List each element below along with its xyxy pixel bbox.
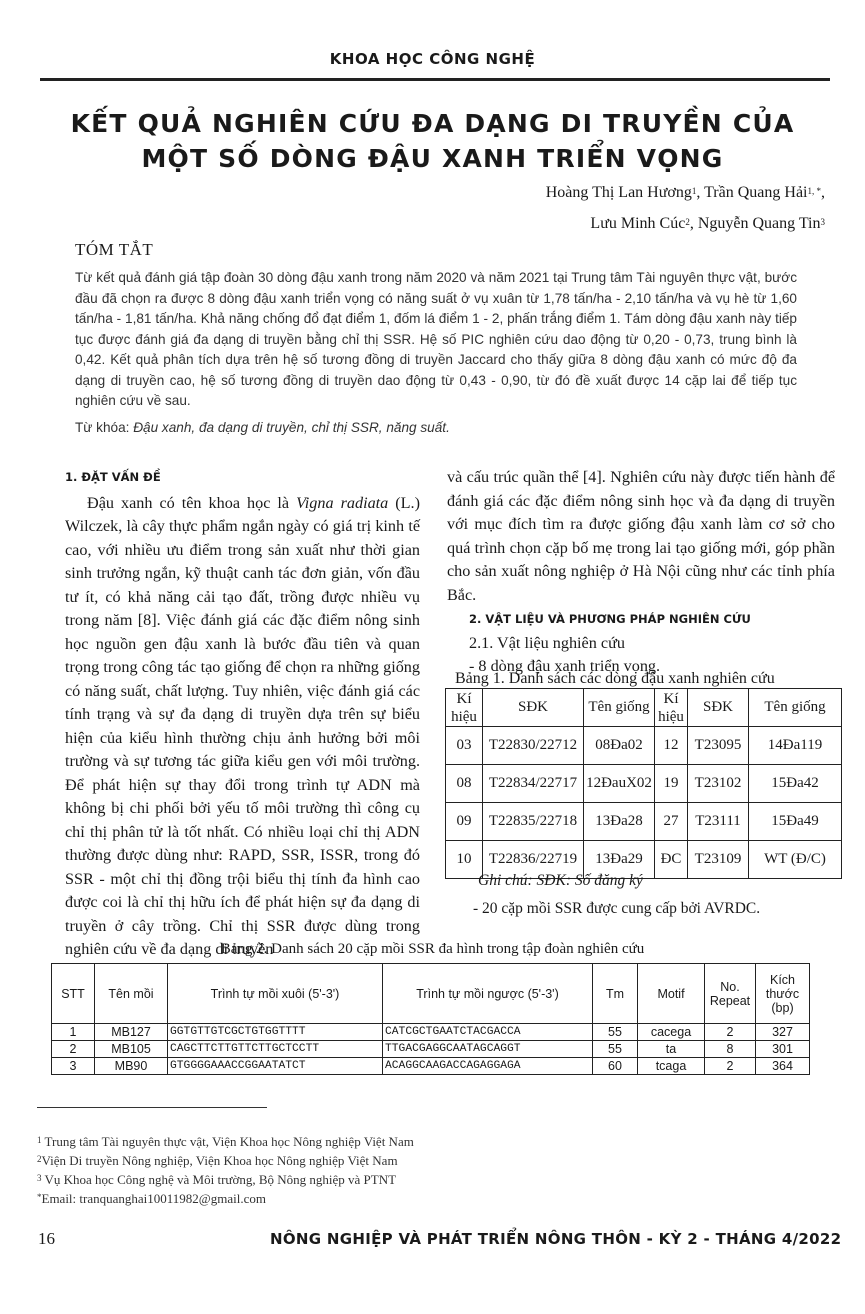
- table2-cell: 1: [52, 1024, 95, 1041]
- table2-cell: 301: [756, 1041, 810, 1058]
- table2-cell: 55: [593, 1024, 638, 1041]
- table1-cell: 08: [446, 765, 483, 803]
- table2: [51, 963, 810, 1075]
- table-row: [52, 1024, 810, 1041]
- table2-header-cell: Trình tự mồi ngược (5'-3'): [383, 964, 593, 1024]
- header-rule: [40, 78, 830, 81]
- table2-cell: 2: [705, 1024, 756, 1041]
- table1-cell: ĐC: [655, 841, 688, 879]
- table2-cell: CATCGCTGAATCTACGACCA: [383, 1024, 593, 1041]
- section1-heading: 1. ĐẶT VẤN ĐỀ: [65, 470, 161, 484]
- table1-cell: 08Đa02: [584, 727, 655, 765]
- section-header: KHOA HỌC CÔNG NGHỆ: [329, 50, 536, 68]
- table1-cell: T23095: [688, 727, 749, 765]
- table-row: [446, 803, 842, 841]
- abstract-heading: TÓM TẮT: [75, 240, 154, 259]
- table1-cell: T22835/22718: [483, 803, 584, 841]
- table1-cell: T23111: [688, 803, 749, 841]
- section1-paragraph-cont: và cấu trúc quần thể [4]. Nghiên cứu này được tiến hành để đánh giá các đặc điểm nông sinh học và đa dạng di truyền với mục đích tìm ra được giống đậu xanh làm cơ sở cho quá trình chọn cặp bố mẹ trong lai tạo giống mới, góp phần cho sản xuất nông nghiệp ở Hà Nội cũng như các tỉnh phía Bắc.: [447, 468, 835, 604]
- table2-caption: Bảng 2. Danh sách 20 cặp mồi SSR đa hình trong tập đoàn nghiên cứu: [220, 941, 645, 957]
- table1-header-cell: Tên giống: [584, 689, 655, 727]
- page-number: 16: [38, 1229, 55, 1248]
- table1-cell: T22834/22717: [483, 765, 584, 803]
- table-row: [52, 1058, 810, 1075]
- table2-cell: 60: [593, 1058, 638, 1075]
- table2-cell: 3: [52, 1058, 95, 1075]
- table2-cell: GTGGGGAAACCGGAATATCT: [168, 1058, 383, 1075]
- left-column: [65, 466, 420, 962]
- table1-header-cell: Kí hiệu: [446, 689, 483, 727]
- table1-cell: 10: [446, 841, 483, 879]
- table2-header-row: [52, 964, 810, 1024]
- table2-header-cell: No. Repeat: [705, 964, 756, 1024]
- table2-header-cell: STT: [52, 964, 95, 1024]
- table1-cell: 27: [655, 803, 688, 841]
- table2-header-cell: Trình tự mồi xuôi (5'-3'): [168, 964, 383, 1024]
- section21-heading: 2.1. Vật liệu nghiên cứu: [469, 633, 625, 652]
- article-title-line2: MỘT SỐ DÒNG ĐẬU XANH TRIỂN VỌNG: [141, 144, 724, 173]
- authors-line2: Lưu Minh Cúc$^2$, Nguyễn Quang Tin$^3$: [590, 215, 825, 232]
- section21-item: - 8 dòng đậu xanh triển vọng.: [469, 657, 661, 675]
- section2-heading: 2. VẬT LIỆU VÀ PHƯƠNG PHÁP NGHIÊN CỨU: [469, 612, 751, 626]
- table1-header-cell: SĐK: [688, 689, 749, 727]
- table2-cell: MB127: [95, 1024, 168, 1041]
- table2-cell: 55: [593, 1041, 638, 1058]
- table1-cell: 12: [655, 727, 688, 765]
- table1-cell: 15Đa49: [749, 803, 842, 841]
- table1: [445, 688, 842, 879]
- table2-cell: 2: [705, 1058, 756, 1075]
- table1-cell: 14Đa119: [749, 727, 842, 765]
- table2-cell: ta: [638, 1041, 705, 1058]
- table2-cell: GGTGTTGTCGCTGTGGTTTT: [168, 1024, 383, 1041]
- table1-cell: T22830/22712: [483, 727, 584, 765]
- footnote-divider: [37, 1107, 267, 1108]
- table1-header-cell: Tên giống: [749, 689, 842, 727]
- table2-cell: tcaga: [638, 1058, 705, 1075]
- footnote: $^1$ Trung tâm Tài nguyên thực vật, Viện Khoa học Nông nghiệp Việt Nam: [37, 1134, 414, 1149]
- table2-cell: 364: [756, 1058, 810, 1075]
- table2-cell: TTGACGAGGCAATAGCAGGT: [383, 1041, 593, 1058]
- table1-cell: 13Đa28: [584, 803, 655, 841]
- authors-line1: Hoàng Thị Lan Hương$^1$, Trần Quang Hải$^{1, *}$,: [545, 184, 825, 201]
- table2-cell: ACAGGCAAGACCAGAGGAGA: [383, 1058, 593, 1075]
- table1-cell: 03: [446, 727, 483, 765]
- table2-cell: 327: [756, 1024, 810, 1041]
- table2-header-cell: Motif: [638, 964, 705, 1024]
- table1-cell: 12ĐauX02: [584, 765, 655, 803]
- table2-cell: 2: [52, 1041, 95, 1058]
- abstract-text: Từ kết quả đánh giá tập đoàn 30 dòng đậu xanh trong năm 2020 và năm 2021 tại Trung tâm Tài nguyên thực vật, bước đầu đã chọn ra được 8 dòng đậu xanh triển vọng có năng suất ở vụ xuân từ 1,78 tấn/ha - 2,10 tấn/ha và vụ hè từ 1,60 tấn/ha - 1,81 tấn/ha. Khả năng chống đổ đạt điểm 1, đốm lá điểm 1 - 2, phấn trắng điểm 1. Tám dòng đậu xanh này tiếp tục được đánh giá đa dạng di truyền bằng chỉ thị SSR. Hệ số PIC nghiên cứu dao động từ 0,20 - 0,73, trung bình là 0,42. Kết quả phân tích dựa trên hệ số tương đồng di truyền Jaccard cho thấy giữa 8 dòng đậu xanh có mức độ đa dạng di truyền cao, hệ số tương đồng di truyền dao động từ 0,43 - 0,90, từ đó đề xuất được 14 cặp lai để tiếp tục nghiên cứu về sau.: [75, 270, 797, 408]
- table2-cell: CAGCTTCTTGTTCTTGCTCCTT: [168, 1041, 383, 1058]
- table2-header-cell: Kích thước (bp): [756, 964, 810, 1024]
- footnote: $^2$Viện Di truyền Nông nghiệp, Viện Khoa học Nông nghiệp Việt Nam: [37, 1153, 398, 1168]
- footnote: *Email: tranquanghai10011982@gmail.com: [37, 1191, 266, 1206]
- table1-header-cell: SĐK: [483, 689, 584, 727]
- table1-cell: 13Đa29: [584, 841, 655, 879]
- section1-paragraph: Đậu xanh có tên khoa học là Vigna radiata (L.) Wilczek, là cây thực phẩm ngắn ngày có giá trị kinh tế cao, với nhiều ưu điểm trong sản xuất như thời gian sinh trưởng ngắn, kỹ thuật canh tác đơn giản, vốn đầu tư ít, có khả năng cải tạo đất, trồng được nhiều vụ trong năm [8]. Việc đánh giá các đặc điểm nông sinh học nguồn gen đậu xanh là bước đầu tiên và quan trọng trong công tác tạo giống để chọn ra những giống có năng suất, chất lượng. Tuy nhiên, việc đánh giá các tính trạng và sự đa dạng di truyền dựa trên sự biểu hiện của kiểu hình thường chịu ảnh hưởng bởi môi trường và sự tương tác giữa kiểu gen với môi trường. Để phát hiện sự thay đổi trong trình tự ADN mà không bị chi phối bởi yếu tố môi trường thì công cụ chỉ thị phân tử là tốt nhất. Có nhiều loại chỉ thị ADN thường được dùng như: RAPD, SSR, ISSR, trong đó SSR - một chỉ thị đồng trội biểu thị tính đa hình cao được coi là chỉ thị hữu ích để phát hiện sự đa dạng di truyền ở cây trồng. Chỉ thị SSR được dùng trong nghiên cứu về đa dạng di truyền: [65, 493, 420, 958]
- journal-footer: NÔNG NGHIỆP VÀ PHÁT TRIỂN NÔNG THÔN - KỲ 2 - THÁNG 4/2022: [270, 1230, 842, 1248]
- table-row: [52, 1041, 810, 1058]
- right-column: [447, 466, 835, 679]
- table1-cell: T23102: [688, 765, 749, 803]
- table2-header-cell: Tên mồi: [95, 964, 168, 1024]
- table2-header-cell: Tm: [593, 964, 638, 1024]
- table-row: [446, 765, 842, 803]
- table2-cell: cacega: [638, 1024, 705, 1041]
- table1-note: Ghi chú: SĐK: Số đăng ký: [478, 872, 643, 889]
- table2-cell: 8: [705, 1041, 756, 1058]
- table1-cell: T22836/22719: [483, 841, 584, 879]
- table1-cell: 09: [446, 803, 483, 841]
- table1-cell: WT (Đ/C): [749, 841, 842, 879]
- table2-cell: MB105: [95, 1041, 168, 1058]
- table1-cell: 15Đa42: [749, 765, 842, 803]
- table1-caption: Bảng 1. Danh sách các dòng đậu xanh nghiên cứu: [455, 670, 775, 687]
- table1-header-row: [446, 689, 842, 727]
- ssr-note: - 20 cặp mồi SSR được cung cấp bởi AVRDC.: [473, 900, 761, 917]
- footnote: $^3$ Vụ Khoa học Công nghệ và Môi trường, Bộ Nông nghiệp và PTNT: [37, 1172, 397, 1187]
- table-row: [446, 727, 842, 765]
- table2-cell: MB90: [95, 1058, 168, 1075]
- table1-cell: T23109: [688, 841, 749, 879]
- table1-cell: 19: [655, 765, 688, 803]
- article-title-line1: KẾT QUẢ NGHIÊN CỨU ĐA DẠNG DI TRUYỀN CỦA: [70, 109, 795, 138]
- keywords: Từ khóa: Đậu xanh, đa dạng di truyền, chỉ thị SSR, năng suất.: [75, 420, 450, 435]
- table1-header-cell: Kí hiệu: [655, 689, 688, 727]
